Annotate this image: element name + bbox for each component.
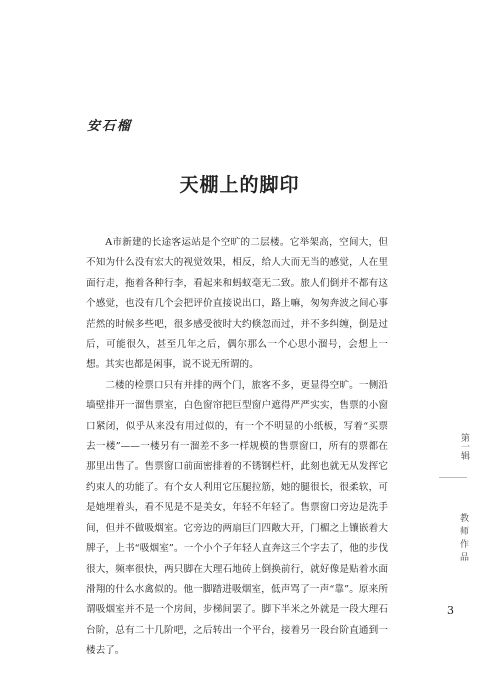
section-label: 第一辑 bbox=[459, 433, 469, 460]
page-number: 3 bbox=[447, 604, 454, 617]
author-name: 安石榴 bbox=[87, 119, 133, 134]
section-divider bbox=[439, 477, 467, 478]
paragraph: A市新建的长途客运站是个空旷的二层楼。它举架高，空间大，但不知为什么没有宏大的视觉效果，相反，给人大而无当的感觉，人在里面行走，拖着各种行李，看起来和蚂蚁毫无二致。旅人们倒并不都有这个感觉，也没有几个会把评价直接说出口，路上嘛，匆匆奔波之间心事茫然的时候多些吧，很多感受彼时大约倏忽而过，并不多纠缠，倒是过后，可能很久，甚至几年之后，偶尔那么一个心思小溜号，会想上一想。其实也都是闲事，说不说无所谓的。 bbox=[86, 237, 388, 371]
section-subtitle: 教师作品 bbox=[458, 513, 468, 565]
article-title: 天棚上的脚印 bbox=[179, 174, 300, 196]
article-body bbox=[86, 233, 388, 662]
paragraph: 二楼的检票口只有并排的两个门，旅客不多，更显得空旷。一侧沿墙壁排开一溜售票室，白色窗帘把巨型窗户遮得严严实实，售票的小窗口紧闭，似乎从来没有用过似的，有一个不明显的小纸板，写着“买票去一楼”——一楼另有一溜差不多一样规模的售票窗口，所有的票都在那里出售了。售票窗口前面密排着的不锈钢栏杆，此刻也就无从发挥它约束人的功能了。有个女人利用它压腿拉筋，她的腿很长，很柔软，可是她埋着头，看不见是不是美女，年轻不年轻了。售票窗口旁边是洗手间，但并不做吸烟室。它旁边的两扇巨门四敞大开，门楣之上镶嵌着大牌子，上书“吸烟室”。一个小个子年轻人直奔这三个字去了，他的步伐很大，频率很快，两只脚在大理石地砖上倒换前行，就好像是贴着水面滑翔的什么水禽似的。他一脚踏进吸烟室，低声骂了一声“靠”。原来所谓吸烟室并不是一个房间，步梯间罢了。脚下半米之外就是一段大理石台阶，总有二十几阶吧，之后转出一个平台，接着另一段台阶直通到一楼去了。 bbox=[86, 379, 388, 657]
